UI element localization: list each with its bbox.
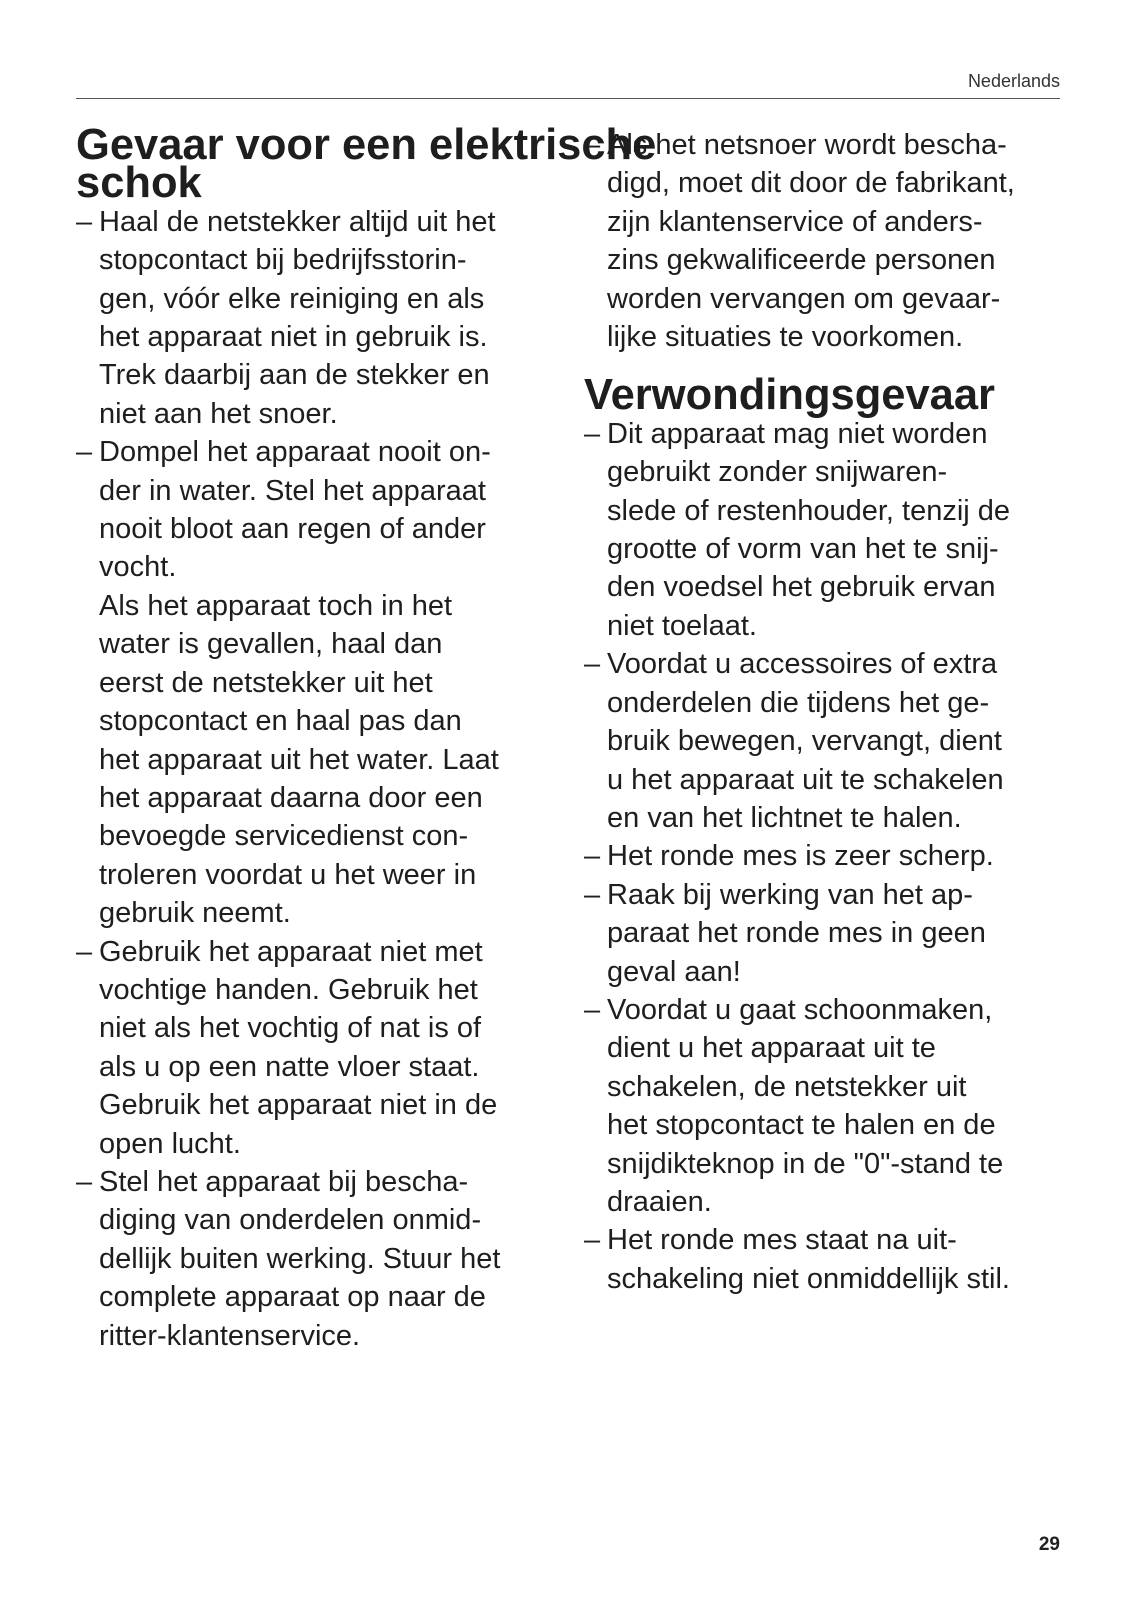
text-line: schakeling niet onmiddellijk stil. xyxy=(607,1262,1010,1295)
text-line: gebruik neemt. xyxy=(99,897,291,930)
text-line: Gebruik het apparaat niet in de xyxy=(99,1089,498,1122)
header-rule xyxy=(76,98,1060,99)
section-heading-injury-hazard: Verwondingsgevaar xyxy=(584,371,995,420)
header-language: Nederlands xyxy=(967,71,1060,91)
text-line: het apparaat niet in gebruik is. xyxy=(99,321,488,354)
text-line: – Het ronde mes staat na uit- xyxy=(607,1224,957,1257)
text-line: zins gekwalificeerde personen xyxy=(607,244,996,277)
text-line: het stopcontact te halen en de xyxy=(607,1109,996,1142)
electric-shock-list xyxy=(76,203,556,1355)
text-line: – Dompel het apparaat nooit on- xyxy=(99,436,491,469)
list-item xyxy=(584,126,1064,356)
text-line: als u op een natte vloer staat. xyxy=(99,1050,480,1083)
list-item xyxy=(584,1221,1064,1298)
list-item xyxy=(584,837,1064,875)
list-item xyxy=(76,433,556,932)
heading-line: schok xyxy=(76,159,202,208)
text-line: dient u het apparaat uit te xyxy=(607,1032,936,1065)
text-line: diging van onderdelen onmid- xyxy=(99,1204,482,1237)
text-line: en van het lichtnet te halen. xyxy=(607,801,962,834)
injury-hazard-list xyxy=(584,415,1064,1298)
text-line: – Stel het apparaat bij bescha- xyxy=(99,1165,469,1198)
text-line: grootte of vorm van het te snij- xyxy=(607,533,999,566)
text-line: worden vervangen om gevaar- xyxy=(607,282,1001,315)
text-line: schakelen, de netstekker uit xyxy=(607,1070,967,1103)
right-column xyxy=(584,126,1064,1298)
text-line: – Raak bij werking van het ap- xyxy=(607,878,973,911)
text-line: Als het apparaat toch in het xyxy=(99,589,453,622)
text-line: den voedsel het gebruik ervan xyxy=(607,571,996,604)
text-line: nooit bloot aan regen of ander xyxy=(99,513,486,546)
text-line: – Gebruik het apparaat niet met xyxy=(99,935,483,968)
text-line: onderdelen die tijdens het ge- xyxy=(607,686,990,719)
text-line: complete apparaat op naar de xyxy=(99,1281,486,1314)
list-item xyxy=(76,1163,556,1355)
text-line: – Als het netsnoer wordt bescha- xyxy=(607,129,1007,161)
text-line: dellijk buiten werking. Stuur het xyxy=(99,1242,501,1275)
text-line: niet aan het snoer. xyxy=(99,397,338,430)
text-line: paraat het ronde mes in geen xyxy=(607,917,986,950)
list-item xyxy=(584,876,1064,991)
text-line: het apparaat uit het water. Laat xyxy=(99,743,499,776)
left-column xyxy=(76,121,657,1355)
list-item xyxy=(584,415,1064,645)
text-line: snijdikteknop in de "0"-stand te xyxy=(607,1147,1004,1180)
text-line: – Voordat u gaat schoonmaken, xyxy=(607,993,993,1026)
text-line: – Haal de netstekker altijd uit het xyxy=(99,205,496,238)
text-line: stopcontact bij bedrijfsstorin- xyxy=(99,244,467,277)
text-line: – Het ronde mes is zeer scherp. xyxy=(607,840,994,873)
text-line: gen, vóór elke reiniging en als xyxy=(99,282,485,315)
power-cord-list xyxy=(584,126,1064,356)
text-line: niet toelaat. xyxy=(607,609,757,642)
text-line: – Voordat u accessoires of extra xyxy=(607,648,998,681)
text-line: zijn klantenservice of anders- xyxy=(607,205,983,238)
text-line: water is gevallen, haal dan xyxy=(99,628,443,661)
text-line: geval aan! xyxy=(607,955,741,988)
text-line: bevoegde servicedienst con- xyxy=(99,820,469,853)
list-item xyxy=(584,991,1064,1221)
page-number: 29 xyxy=(1038,1534,1060,1555)
list-item xyxy=(584,645,1064,837)
text-line: Trek daarbij aan de stekker en xyxy=(99,359,490,392)
text-line: vocht. xyxy=(99,551,177,584)
heading-line: Gevaar voor een elektrische xyxy=(76,121,657,169)
text-line: stopcontact en haal pas dan xyxy=(99,705,462,738)
text-line: het apparaat daarna door een xyxy=(99,781,483,814)
text-line: eerst de netstekker uit het xyxy=(99,666,433,699)
list-item xyxy=(76,203,556,433)
list-item xyxy=(76,933,556,1163)
text-line: gebruikt zonder snijwaren- xyxy=(607,456,948,489)
text-line: der in water. Stel het apparaat xyxy=(99,474,486,507)
text-line: – Dit apparaat mag niet worden xyxy=(607,417,988,450)
text-line: ritter-klantenservice. xyxy=(99,1319,361,1352)
text-line: lijke situaties te voorkomen. xyxy=(607,321,964,354)
section-heading-electric-shock xyxy=(76,121,657,208)
text-line: draaien. xyxy=(607,1185,712,1218)
text-line: vochtige handen. Gebruik het xyxy=(99,973,478,1006)
text-line: slede of restenhouder, tenzij de xyxy=(607,494,1011,527)
text-line: u het apparaat uit te schakelen xyxy=(607,763,1004,796)
text-line: niet als het vochtig of nat is of xyxy=(99,1012,482,1045)
text-line: bruik bewegen, vervangt, dient xyxy=(607,725,1002,758)
text-line: troleren voordat u het weer in xyxy=(99,858,477,891)
text-line: open lucht. xyxy=(99,1127,241,1160)
text-line: digd, moet dit door de fabrikant, xyxy=(607,167,1015,200)
